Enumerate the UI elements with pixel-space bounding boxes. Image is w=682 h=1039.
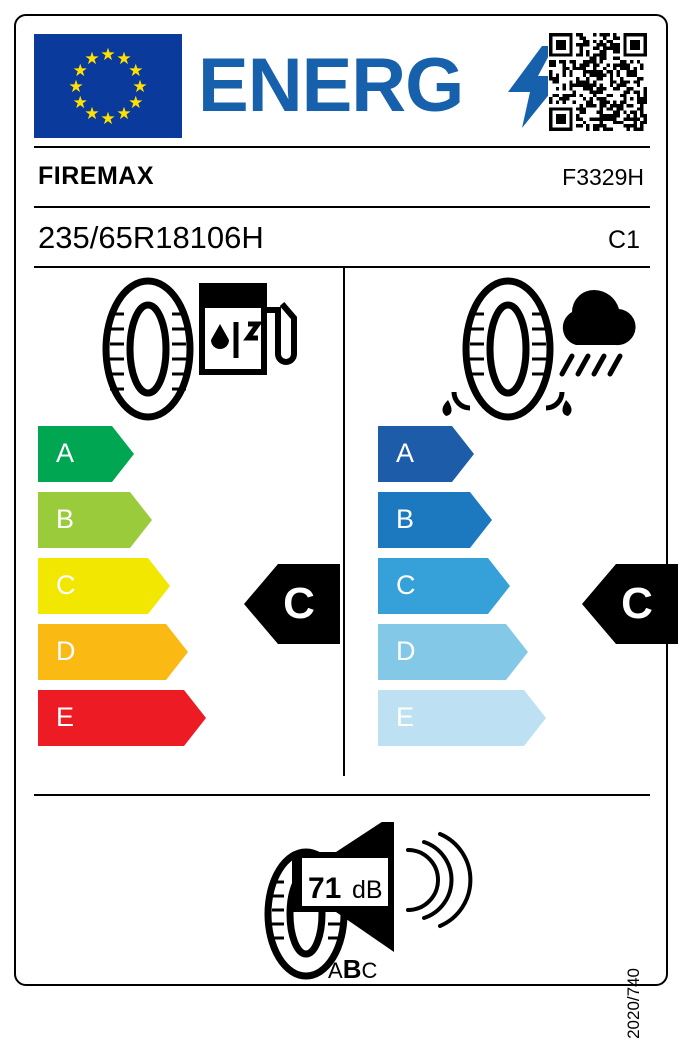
brand-name: FIREMAX <box>38 162 154 190</box>
sound-waves-icon <box>408 834 470 926</box>
fuel-grade-row <box>38 426 228 482</box>
eu-star: ★ <box>84 48 100 68</box>
eu-flag <box>34 34 182 138</box>
fuel-grade-letter: D <box>56 636 76 666</box>
divider-brand <box>34 206 650 208</box>
fuel-grade-row <box>38 690 228 746</box>
eu-star: ★ <box>116 48 132 68</box>
fuel-grade-arrow <box>38 426 134 482</box>
page-title: ENERG <box>198 43 464 128</box>
wet-grade-letter: E <box>396 702 415 732</box>
fuel-efficiency-result <box>244 564 340 644</box>
wet-grade-letter: D <box>396 636 416 666</box>
type-code: F3329H <box>562 164 644 190</box>
label-header <box>16 16 666 140</box>
fuel-grade-row <box>38 492 228 548</box>
wet-grip-pictogram <box>416 274 676 424</box>
wet-grade-letter: B <box>396 504 415 534</box>
date-code: 2020/740 <box>624 968 643 1039</box>
noise-unit: dB <box>352 876 383 904</box>
tyre-icon <box>106 281 190 417</box>
tyre-size: 235/65R18106H <box>38 220 264 255</box>
divider-noise <box>34 794 650 796</box>
fuel-grade-letter: E <box>56 702 75 732</box>
eu-star: ★ <box>128 60 144 80</box>
fuel-efficiency-result-letter: C <box>283 579 315 628</box>
divider-size <box>34 266 650 268</box>
wet-grade-row <box>378 624 568 680</box>
tyre-class: C1 <box>608 226 640 254</box>
fuel-grade-row <box>38 624 228 680</box>
eu-star: ★ <box>132 76 148 96</box>
fuel-grade-row <box>38 558 228 614</box>
qr-code <box>548 32 648 132</box>
wet-grade-arrow <box>378 426 474 482</box>
noise-class-c: C <box>361 958 378 983</box>
wet-grip-result-letter: C <box>621 579 653 628</box>
noise-value: 71 <box>308 872 342 905</box>
wet-grip-result <box>582 564 678 644</box>
wet-grade-row <box>378 426 568 482</box>
fuel-grade-letter: B <box>56 504 75 534</box>
eu-star: ★ <box>72 92 88 112</box>
eu-star: ★ <box>72 60 88 80</box>
eu-star: ★ <box>100 108 116 128</box>
eu-star: ★ <box>84 104 100 124</box>
wet-grade-letter: A <box>396 438 415 468</box>
tyre-icon <box>442 281 571 417</box>
wet-grip-scale <box>378 426 568 756</box>
noise-class-b: B <box>342 954 362 984</box>
eu-star: ★ <box>68 76 84 96</box>
energy-label-card <box>14 14 668 1039</box>
fuel-efficiency-scale <box>38 426 228 756</box>
fuel-grade-letter: C <box>56 570 76 600</box>
noise-class-a: A <box>328 958 343 983</box>
wet-grade-row <box>378 492 568 548</box>
fuel-grade-letter: A <box>56 438 75 468</box>
fuel-pump-icon <box>202 286 294 372</box>
eu-star: ★ <box>100 44 116 64</box>
wet-grade-row <box>378 690 568 746</box>
rain-cloud-icon <box>562 290 636 374</box>
divider-header <box>34 146 650 148</box>
noise-class-scale <box>328 954 377 985</box>
eu-star: ★ <box>116 104 132 124</box>
fuel-efficiency-pictogram <box>86 274 346 424</box>
wet-grade-letter: C <box>396 570 416 600</box>
eu-star: ★ <box>128 92 144 112</box>
wet-grade-row <box>378 558 568 614</box>
